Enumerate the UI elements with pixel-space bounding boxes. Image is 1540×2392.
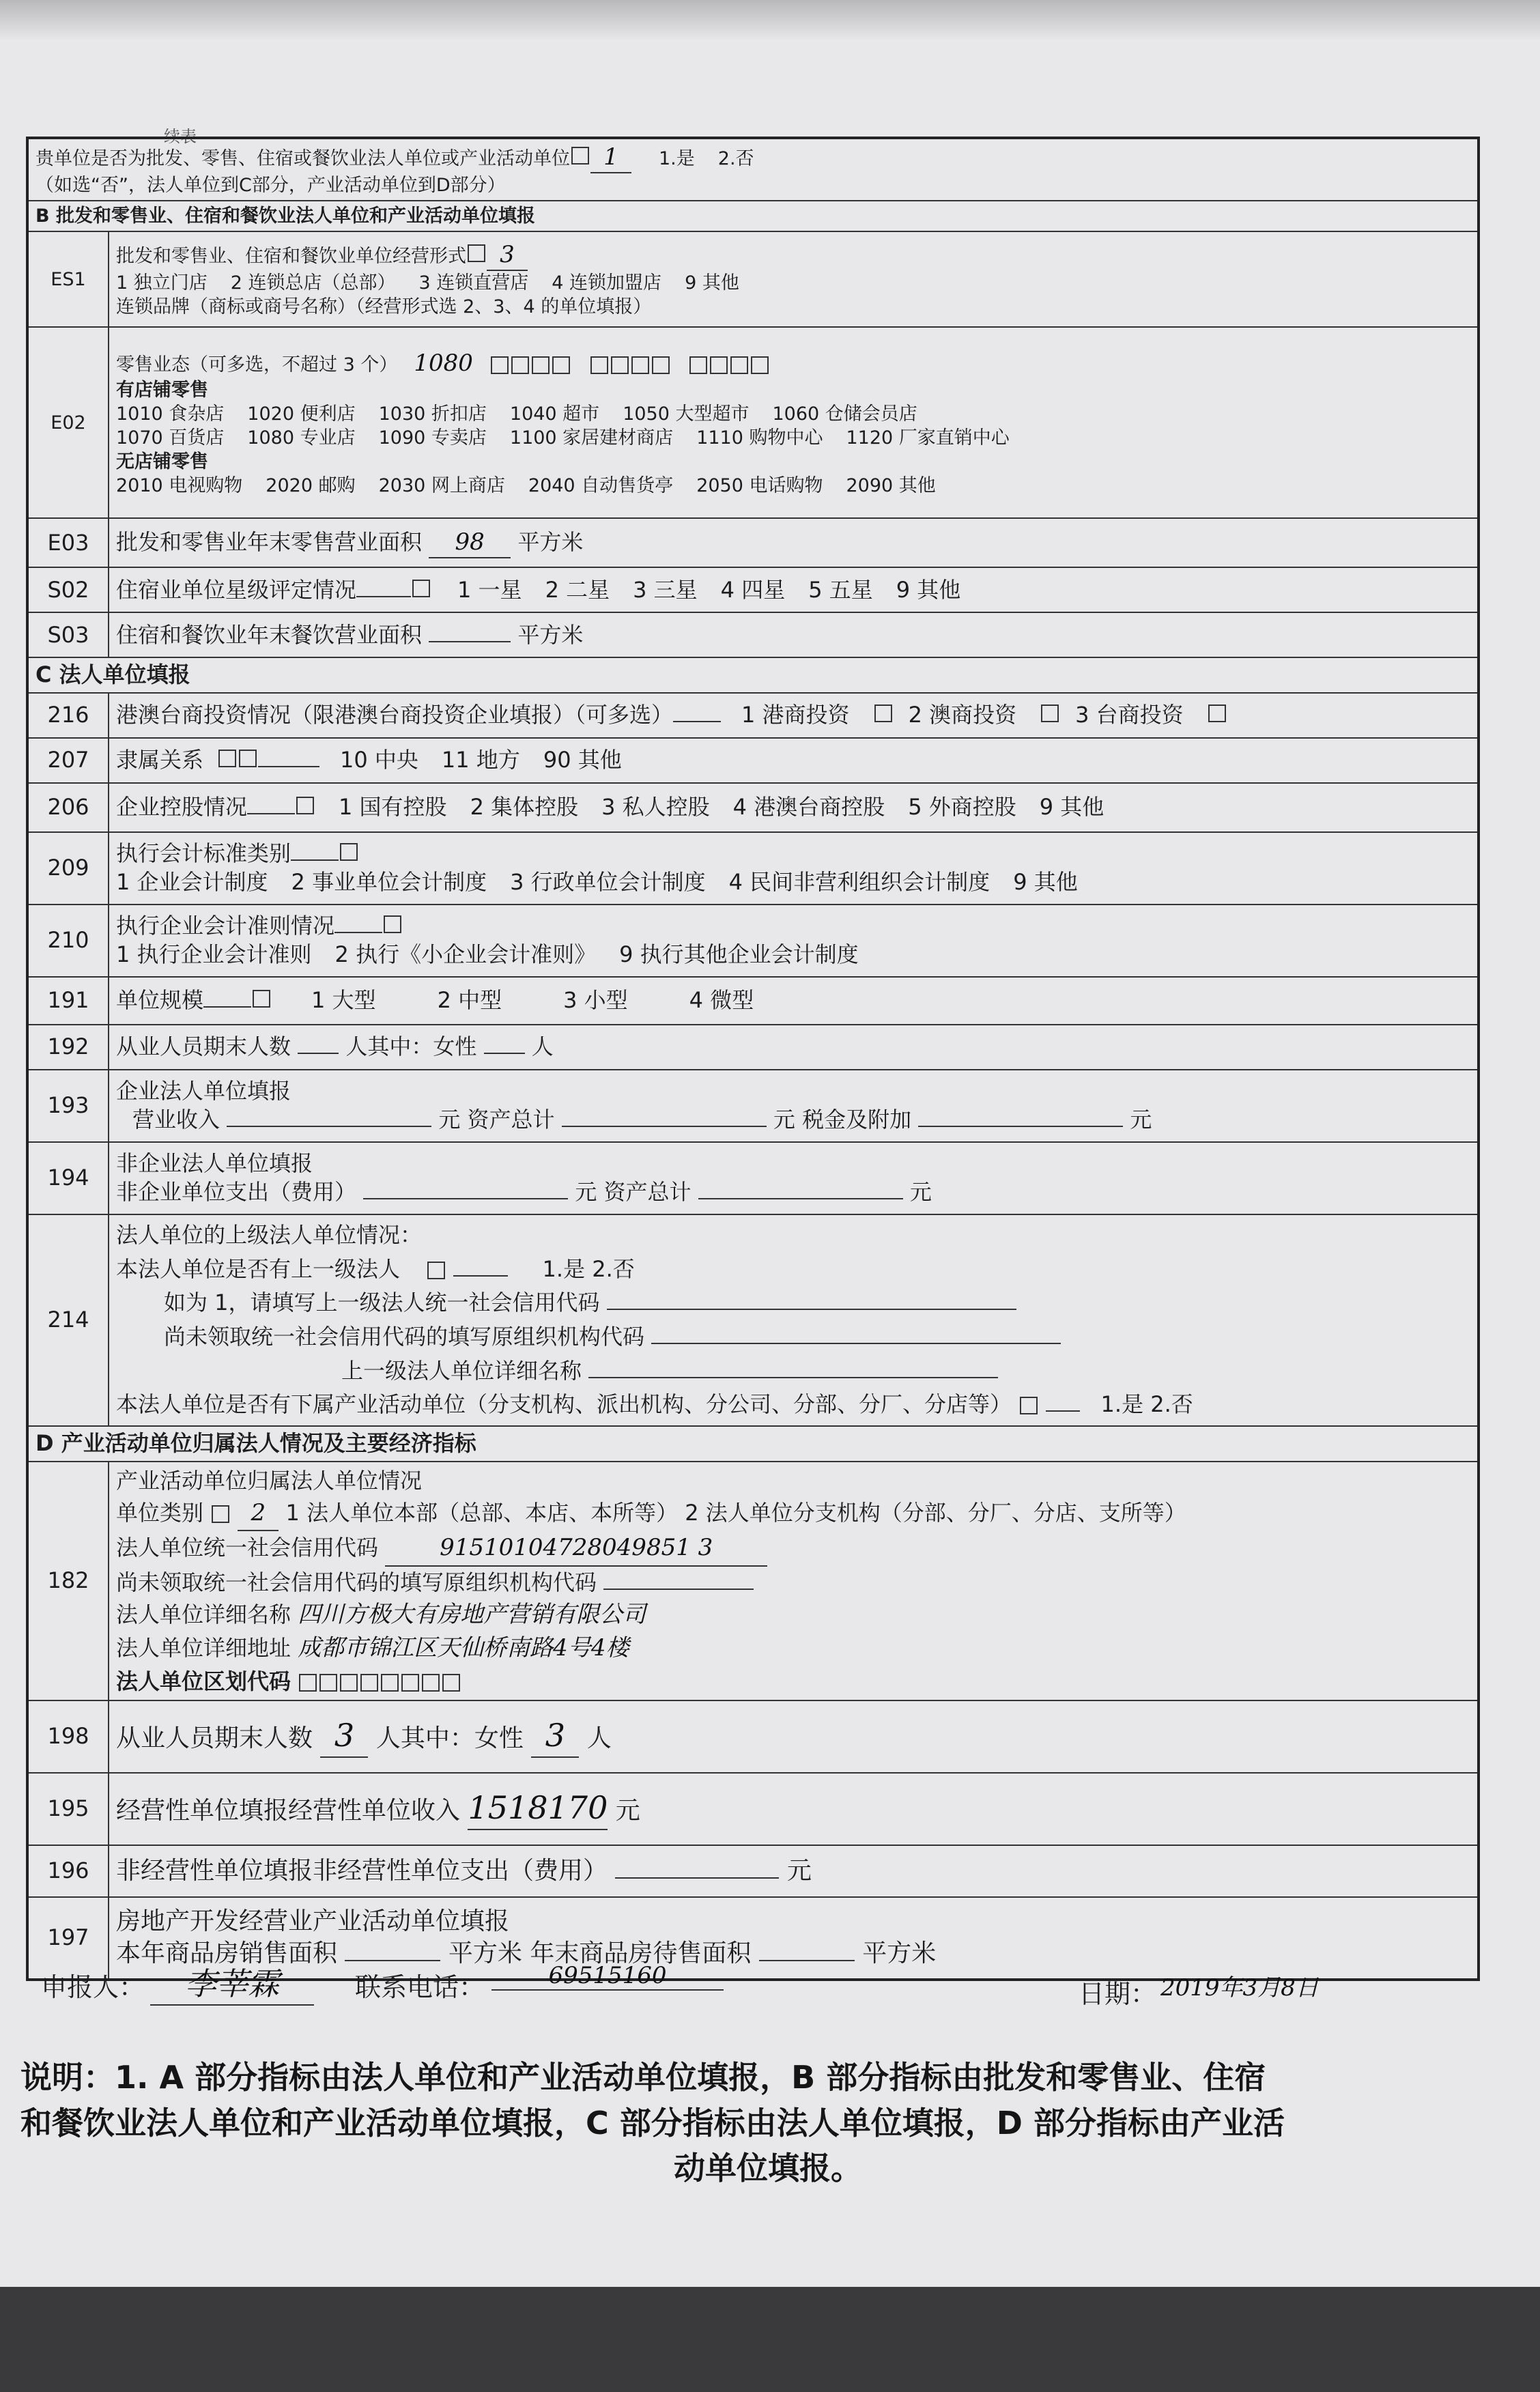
row-182 xyxy=(27,1462,1479,1700)
r198-value2[interactable]: 3 xyxy=(531,1715,579,1758)
r198-question: 从业人员期末人数 xyxy=(116,1724,313,1753)
code-e03: E03 xyxy=(27,518,109,567)
s02-option: 4 四星 xyxy=(720,576,786,603)
r214-l2-input[interactable] xyxy=(453,1275,508,1277)
r198-value[interactable]: 3 xyxy=(320,1715,368,1758)
r207-cell xyxy=(109,738,1479,783)
r191-option: 3 小型 xyxy=(563,987,628,1014)
code-194: 194 xyxy=(27,1142,109,1214)
notes-line-1: 说明：1. A 部分指标由法人单位和产业活动单位填报，B 部分指标由批发和零售业、住宿 xyxy=(20,2059,1266,2096)
e02-option: 1090 专卖店 xyxy=(378,427,487,448)
row-214 xyxy=(27,1214,1479,1426)
r209-question: 执行会计标准类别 xyxy=(116,840,291,867)
r216-option: 2 澳商投资 xyxy=(908,702,1017,728)
code-216: 216 xyxy=(27,693,109,738)
es1-option: 3 连锁直营店 xyxy=(418,272,529,294)
r182-l5-value[interactable]: 四川方极大有房地产营销有限公司 xyxy=(298,1600,646,1628)
date-label: 日期： xyxy=(1079,1979,1157,2009)
r209-option: 3 行政单位会计制度 xyxy=(510,868,706,895)
notes-paragraph xyxy=(20,2055,1515,2191)
r193-cell xyxy=(109,1070,1479,1142)
section-b-header xyxy=(27,201,1479,231)
code-s03: S03 xyxy=(27,612,109,657)
r197-l3: 平方米 年末商品房待售面积 xyxy=(448,1939,752,1967)
code-207: 207 xyxy=(27,738,109,783)
e02-option: 1040 超市 xyxy=(509,403,600,425)
r194-title: 非企业法人单位填报 xyxy=(116,1150,313,1177)
s02-option: 5 五星 xyxy=(808,576,873,603)
r214-l2-opts: 1.是 2.否 xyxy=(542,1255,635,1282)
s02-option: 3 三星 xyxy=(633,576,698,603)
r195-cell xyxy=(109,1773,1479,1845)
r194-expense-input[interactable] xyxy=(363,1198,568,1199)
row-s03 xyxy=(27,612,1479,657)
r191-question: 单位规模 xyxy=(116,987,204,1014)
r209-option: 2 事业单位会计制度 xyxy=(291,868,487,895)
r210-option: 2 执行《小企业会计准则》 xyxy=(334,941,597,967)
a-question-cell xyxy=(27,138,1479,201)
e02-option: 1060 仓储会员店 xyxy=(772,403,917,425)
r196-input[interactable] xyxy=(615,1877,779,1879)
e02-value[interactable]: 1080 xyxy=(414,349,473,377)
r207-question: 隶属关系 xyxy=(116,747,204,773)
r206-question: 企业控股情况 xyxy=(116,794,248,821)
r191-input[interactable] xyxy=(203,1006,251,1008)
s03-input[interactable] xyxy=(429,641,511,642)
e02-option: 2050 电话购物 xyxy=(696,475,823,497)
r216-option: 3 台商投资 xyxy=(1075,702,1184,728)
r214-l3: 如为 1，请填写上一级法人统一社会信用代码 xyxy=(164,1290,600,1316)
s02-question: 住宿业单位星级评定情况 xyxy=(116,576,357,603)
e03-question: 批发和零售业年末零售营业面积 xyxy=(116,529,423,556)
date-value[interactable]: 2019年3月8日 xyxy=(1160,1974,1319,2002)
checkbox[interactable] xyxy=(1208,704,1226,722)
section-b-title: B 批发和零售业、住宿和餐饮业法人单位和产业活动单位填报 xyxy=(27,201,1479,231)
e02-option: 2010 电视购物 xyxy=(116,475,243,497)
checkbox[interactable] xyxy=(412,580,430,597)
r214-l2: 本法人单位是否有上一级法人 xyxy=(116,1255,401,1282)
checkbox[interactable] xyxy=(1020,1397,1038,1414)
code-s02: S02 xyxy=(27,567,109,612)
e03-value[interactable]: 98 xyxy=(429,527,511,558)
r206-option: 1 国有控股 xyxy=(339,794,447,821)
r214-l6-opts: 1.是 2.否 xyxy=(1100,1391,1193,1418)
r182-l2-value[interactable]: 2 xyxy=(238,1496,279,1531)
r207-option: 90 其他 xyxy=(543,747,622,773)
row-191 xyxy=(27,977,1479,1025)
r209-option: 9 其他 xyxy=(1013,868,1078,895)
r206-cell xyxy=(109,783,1479,832)
section-c-title: C 法人单位填报 xyxy=(27,657,1479,693)
reporter-label: 申报人： xyxy=(41,1972,145,2002)
r195-unit: 元 xyxy=(615,1797,640,1825)
row-198 xyxy=(27,1700,1479,1773)
r182-l2: 单位类别 xyxy=(116,1499,204,1526)
checkbox[interactable] xyxy=(239,750,257,767)
es1-options xyxy=(116,271,1470,295)
r206-option: 3 私人控股 xyxy=(601,794,710,821)
r193-l3: 元 税金及附加 xyxy=(773,1106,912,1133)
e02-option: 2020 邮购 xyxy=(266,475,356,497)
es1-option: 1 独立门店 xyxy=(116,272,208,294)
r214-l6: 本法人单位是否有下属产业活动单位（分支机构、派出机构、分公司、分部、分厂、分店等） xyxy=(116,1391,1012,1418)
continued-label: 续表 xyxy=(164,127,197,146)
r182-cell xyxy=(109,1462,1479,1700)
r192-question: 从业人员期末人数 xyxy=(116,1034,291,1060)
e02-nostore-row xyxy=(116,474,1470,498)
reporter-signature[interactable]: 李莘霖 xyxy=(150,1959,314,2006)
e02-store-row1 xyxy=(116,402,1470,426)
checkbox[interactable] xyxy=(218,750,236,767)
r195-question: 经营性单位填报经营性单位收入 xyxy=(116,1797,461,1825)
r193-unit: 元 xyxy=(1130,1106,1152,1133)
r210-cell xyxy=(109,905,1479,977)
notes-line-2: 和餐饮业法人单位和产业活动单位填报，C 部分指标由法人单位填报，D 部分指标由产业活 xyxy=(20,2104,1285,2141)
r193-assets-input[interactable] xyxy=(562,1126,767,1127)
e02-boxes[interactable] xyxy=(489,353,771,377)
r214-l6-input[interactable] xyxy=(1046,1410,1080,1412)
row-192 xyxy=(27,1025,1479,1070)
code-193: 193 xyxy=(27,1070,109,1142)
r197-unsold-input[interactable] xyxy=(759,1960,855,1961)
r206-option: 4 港澳台商控股 xyxy=(732,794,885,821)
r216-cell xyxy=(109,693,1479,738)
r196-question: 非经营性单位填报非经营性单位支出（费用） xyxy=(116,1856,608,1885)
r194-unit: 元 xyxy=(909,1178,932,1205)
es1-cell xyxy=(109,231,1479,327)
r182-l3-value[interactable]: 91510104728049851 3 xyxy=(385,1531,767,1566)
checkbox[interactable] xyxy=(874,704,892,722)
r182-l7-boxes[interactable] xyxy=(298,1668,461,1694)
paper-top-shade xyxy=(0,0,1540,41)
r197-unit: 平方米 xyxy=(862,1939,937,1967)
r209-option: 4 民间非营利组织会计制度 xyxy=(728,868,990,895)
r182-l6-value[interactable]: 成都市锦江区天仙桥南路4号4楼 xyxy=(298,1634,629,1662)
r182-l2-opts: 1 法人单位本部（总部、本店、本所等） 2 法人单位分支机构（分部、分厂、分店、支所等） xyxy=(285,1499,1186,1526)
notes-line-3: 动单位填报。 xyxy=(674,2150,862,2187)
r182-l4: 尚未领取统一社会信用代码的填写原组织机构代码 xyxy=(116,1569,597,1595)
code-195: 195 xyxy=(27,1773,109,1845)
e02-option: 1020 便利店 xyxy=(247,403,356,425)
r209-option: 1 企业会计制度 xyxy=(116,868,268,895)
e02-option: 1110 购物中心 xyxy=(696,427,823,448)
r210-question: 执行企业会计准则情况 xyxy=(116,913,335,939)
r193-revenue-input[interactable] xyxy=(227,1126,431,1127)
r214-l1: 法人单位的上级法人单位情况： xyxy=(116,1222,423,1249)
r182-l5: 法人单位详细名称 xyxy=(116,1601,291,1627)
checkbox[interactable] xyxy=(468,244,485,262)
r182-l1: 产业活动单位归属法人单位情况 xyxy=(116,1467,423,1494)
e02-store-title: 有店铺零售 xyxy=(116,379,208,401)
r182-l4-input[interactable] xyxy=(603,1589,754,1590)
checkbox[interactable] xyxy=(212,1505,229,1523)
r191-option: 4 微型 xyxy=(689,987,754,1014)
code-182: 182 xyxy=(27,1462,109,1700)
row-193 xyxy=(27,1070,1479,1142)
r216-option: 1 港商投资 xyxy=(741,702,850,728)
r193-tax-input[interactable] xyxy=(918,1126,1123,1127)
r206-option: 5 外商控股 xyxy=(908,794,1016,821)
es1-brand: 连锁品牌（商标或商号名称）（经营形式选 2、3、4 的单位填报） xyxy=(116,296,652,318)
r206-option: 2 集体控股 xyxy=(470,794,579,821)
s02-option: 1 一星 xyxy=(457,576,522,603)
s03-unit: 平方米 xyxy=(517,621,584,648)
code-192: 192 xyxy=(27,1025,109,1070)
row-210 xyxy=(27,905,1479,977)
r214-l4: 尚未领取统一社会信用代码的填写原组织机构代码 xyxy=(164,1323,645,1350)
s02-option: 2 二星 xyxy=(545,576,610,603)
code-198: 198 xyxy=(27,1700,109,1773)
r194-l1: 非企业单位支出（费用） xyxy=(116,1178,357,1205)
e03-cell xyxy=(109,518,1479,567)
row-195 xyxy=(27,1773,1479,1845)
row-216 xyxy=(27,693,1479,738)
r196-unit: 元 xyxy=(786,1856,812,1885)
code-209: 209 xyxy=(27,832,109,905)
e02-option: 2040 自动售货亭 xyxy=(528,475,674,497)
r214-code-input[interactable] xyxy=(607,1309,1016,1310)
row-es1 xyxy=(27,231,1479,327)
r214-cell xyxy=(109,1214,1479,1426)
r192-input[interactable] xyxy=(298,1053,339,1054)
r207-option: 10 中央 xyxy=(340,747,418,773)
row-194 xyxy=(27,1142,1479,1214)
phone-label: 联系电话： xyxy=(355,1972,485,2002)
row-a-question xyxy=(27,138,1479,201)
row-e02 xyxy=(27,327,1479,518)
e02-option: 1010 食杂店 xyxy=(116,403,225,425)
code-210: 210 xyxy=(27,905,109,977)
a-question-note: （如选“否”，法人单位到C部分，产业活动单位到D部分） xyxy=(35,175,506,197)
s03-cell xyxy=(109,612,1479,657)
a-question-opt2: 2.否 xyxy=(717,148,754,169)
a-question-text: 贵单位是否为批发、零售、住宿或餐饮业法人单位或产业活动单位 xyxy=(35,148,570,169)
checkbox[interactable] xyxy=(427,1262,445,1279)
e02-option: 1050 大型超市 xyxy=(623,403,750,425)
r182-l6: 法人单位详细地址 xyxy=(116,1635,291,1662)
s02-option: 9 其他 xyxy=(896,576,961,603)
code-214: 214 xyxy=(27,1214,109,1426)
background-surface xyxy=(0,2287,1540,2392)
section-d-header xyxy=(27,1426,1479,1462)
form-table xyxy=(26,137,1480,1981)
r216-question: 港澳台商投资情况（限港澳台商投资企业填报）（可多选） xyxy=(116,702,674,728)
r216-input[interactable] xyxy=(673,721,721,722)
r207-option: 11 地方 xyxy=(441,747,520,773)
r182-l3: 法人单位统一社会信用代码 xyxy=(116,1535,379,1561)
code-197: 197 xyxy=(27,1897,109,1980)
r210-input[interactable] xyxy=(334,932,382,933)
r197-l1: 房地产开发经营业产业活动单位填报 xyxy=(116,1907,510,1936)
e02-option: 2030 网上商店 xyxy=(378,475,505,497)
s02-input[interactable] xyxy=(356,596,411,597)
row-s02 xyxy=(27,567,1479,612)
es1-option: 9 其他 xyxy=(685,272,739,294)
r209-input[interactable] xyxy=(291,859,339,861)
r192-unit: 人 xyxy=(531,1034,554,1060)
e02-option: 1080 专业店 xyxy=(247,427,356,448)
r191-option: 2 中型 xyxy=(437,987,502,1014)
code-206: 206 xyxy=(27,783,109,832)
e02-option: 1120 厂家直销中心 xyxy=(846,427,1010,448)
s03-question: 住宿和餐饮业年末餐饮营业面积 xyxy=(116,621,423,648)
checkbox[interactable] xyxy=(253,990,270,1008)
r198-unit: 人 xyxy=(586,1724,612,1753)
checkbox[interactable] xyxy=(1041,704,1059,722)
e02-question: 零售业态（可多选，不超过 3 个） xyxy=(116,354,398,375)
r206-input[interactable] xyxy=(247,813,295,814)
row-207 xyxy=(27,738,1479,783)
code-e02: E02 xyxy=(27,327,109,518)
row-206 xyxy=(27,783,1479,832)
a-question-value[interactable]: 1 xyxy=(590,142,631,173)
r198-mid: 人其中：女性 xyxy=(375,1724,524,1753)
r193-l1: 营业收入 xyxy=(132,1106,220,1133)
r194-l2: 元 资产总计 xyxy=(575,1178,691,1205)
es1-question: 批发和零售业、住宿和餐饮业单位经营形式 xyxy=(116,246,466,268)
phone-value[interactable]: 69515160 xyxy=(491,1962,724,1991)
r191-option: 1 大型 xyxy=(311,987,376,1014)
es1-option: 2 连锁总店（总部） xyxy=(230,272,396,294)
r192-mid: 人其中：女性 xyxy=(345,1034,477,1060)
r194-assets-input[interactable] xyxy=(698,1198,903,1199)
r197-sold-input[interactable] xyxy=(345,1960,440,1961)
e02-nostore-title: 无店铺零售 xyxy=(116,451,208,473)
e02-cell xyxy=(109,327,1479,518)
e02-option: 1070 百货店 xyxy=(116,427,225,448)
r197-l2: 本年商品房销售面积 xyxy=(116,1939,338,1967)
r214-name-input[interactable] xyxy=(588,1377,998,1378)
r193-title: 企业法人单位填报 xyxy=(116,1078,291,1105)
r182-l7: 法人单位区划代码 xyxy=(116,1668,291,1694)
r196-cell xyxy=(109,1845,1479,1897)
e02-store-row2 xyxy=(116,426,1470,450)
a-question-opt1: 1.是 xyxy=(659,148,695,169)
r206-option: 9 其他 xyxy=(1039,794,1104,821)
row-e03 xyxy=(27,518,1479,567)
e03-unit: 平方米 xyxy=(517,529,584,556)
checkbox[interactable] xyxy=(571,147,589,165)
r192-cell xyxy=(109,1025,1479,1070)
e02-option: 1100 家居建材商店 xyxy=(509,427,674,448)
r197-cell xyxy=(109,1897,1479,1980)
code-191: 191 xyxy=(27,977,109,1025)
checkbox[interactable] xyxy=(384,915,401,933)
row-209 xyxy=(27,832,1479,905)
r191-cell xyxy=(109,977,1479,1025)
r192-female-input[interactable] xyxy=(484,1053,525,1054)
r214-l5: 上一级法人单位详细名称 xyxy=(341,1357,582,1384)
r209-cell xyxy=(109,832,1479,905)
es1-value[interactable]: 3 xyxy=(487,240,528,271)
r214-orgcode-input[interactable] xyxy=(651,1343,1061,1344)
r210-option: 1 执行企业会计准则 xyxy=(116,941,312,967)
e02-option: 1030 折扣店 xyxy=(378,403,487,425)
es1-option: 4 连锁加盟店 xyxy=(552,272,662,294)
r207-input[interactable] xyxy=(258,766,319,767)
r193-l2: 元 资产总计 xyxy=(438,1106,555,1133)
e02-option: 2090 其他 xyxy=(846,475,936,497)
r210-option: 9 执行其他企业会计制度 xyxy=(619,941,859,967)
section-c-header xyxy=(27,657,1479,693)
r194-cell xyxy=(109,1142,1479,1214)
code-es1: ES1 xyxy=(27,231,109,327)
checkbox[interactable] xyxy=(340,843,358,861)
checkbox[interactable] xyxy=(296,797,314,814)
r198-cell xyxy=(109,1700,1479,1773)
r195-value[interactable]: 1518170 xyxy=(468,1788,608,1830)
row-196 xyxy=(27,1845,1479,1897)
s02-cell xyxy=(109,567,1479,612)
code-196: 196 xyxy=(27,1845,109,1897)
section-d-title: D 产业活动单位归属法人情况及主要经济指标 xyxy=(27,1426,1479,1462)
